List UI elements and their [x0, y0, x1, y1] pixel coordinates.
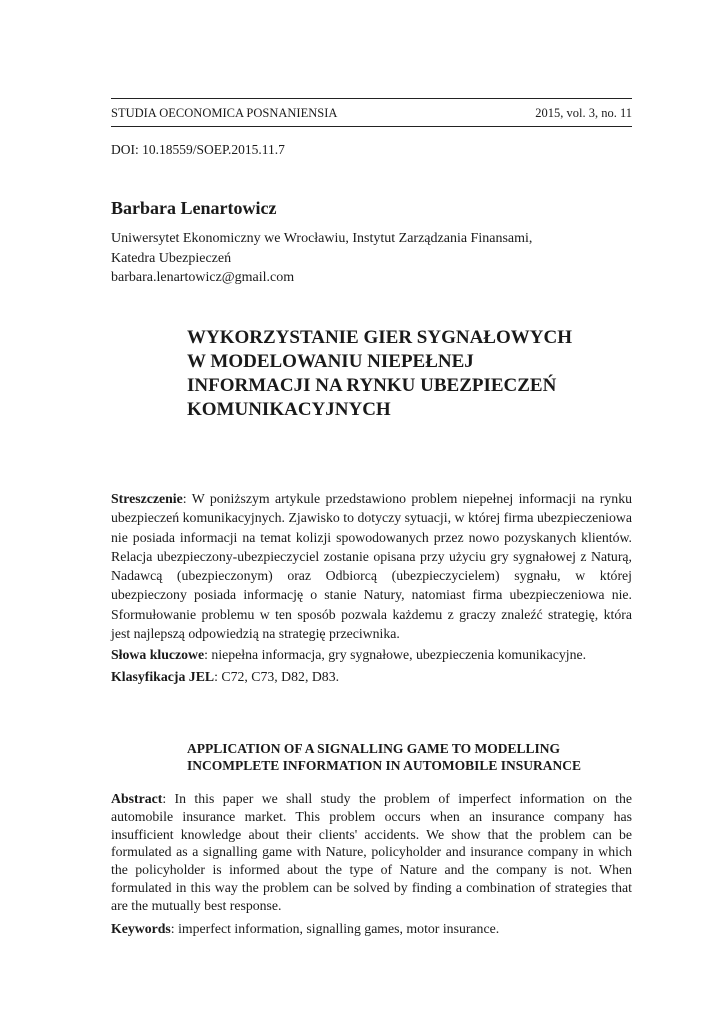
jel-label: Klasyfikacja JEL	[111, 668, 215, 684]
abstract-en-paragraph	[111, 790, 632, 915]
paper-title-en	[187, 740, 637, 774]
title-pl-line-1: WYKORZYSTANIE GIER SYGNAŁOWYCH	[187, 327, 572, 348]
author-email: barbara.lenartowicz@gmail.com	[111, 270, 295, 285]
affiliation-line-1: Uniwersytet Ekonomiczny we Wrocławiu, Instytut Zarządzania Finansami,	[111, 231, 533, 246]
header-bottom-rule	[111, 126, 632, 127]
running-header	[111, 105, 632, 121]
keywords-pl	[111, 645, 632, 664]
title-pl-line-3: INFORMACJI NA RYNKU UBEZPIECZEŃ	[187, 375, 557, 396]
keywords-en	[111, 920, 632, 938]
abstract-pl	[111, 489, 632, 686]
title-en-line-1: APPLICATION OF A SIGNALLING GAME TO MODELLING	[187, 741, 561, 756]
title-pl-line-2: W MODELOWANIU NIEPEŁNEJ	[187, 351, 474, 372]
doi: DOI: 10.18559/SOEP.2015.11.7	[111, 142, 285, 157]
abstract-en-text: : In this paper we shall study the problem of imperfect information on the automobile insurance market. This problem occurs when an insurance company has insufficient knowledge about their clients' accidents. We show that the problem can be formulated as a signalling game with Nature, policyholder and insurance company in which the policyholder is informed about the type of Nature and the company is not. When formulated in this way the problem can be solved by finding a combination of strategies that are the mutually best response.	[111, 791, 632, 913]
author-name: Barbara Lenartowicz	[111, 198, 277, 218]
keywords-en-label: Keywords	[111, 920, 171, 936]
title-en-line-2: INCOMPLETE INFORMATION IN AUTOMOBILE INSURANCE	[187, 758, 582, 773]
header-top-rule	[111, 98, 632, 99]
abstract-pl-paragraph	[111, 489, 632, 643]
keywords-pl-label: Słowa kluczowe	[111, 647, 205, 663]
jel-text: : C72, C73, D82, D83.	[214, 668, 340, 684]
abstract-en-label: Abstract	[111, 791, 163, 806]
abstract-en	[111, 790, 632, 937]
keywords-en-text: : imperfect information, signalling games, motor insurance.	[170, 920, 500, 936]
keywords-pl-text: : niepełna informacja, gry sygnałowe, ubezpieczenia komunikacyjne.	[204, 647, 587, 663]
paper-title-pl	[187, 326, 627, 422]
issue-info: 2015, vol. 3, no. 11	[535, 105, 632, 120]
affiliation-line-2: Katedra Ubezpieczeń	[111, 250, 232, 266]
journal-name: STUDIA OECONOMICA POSNANIENSIA	[111, 105, 338, 120]
author-affiliation	[111, 229, 631, 288]
title-pl-line-4: KOMUNIKACYJNYCH	[187, 399, 391, 420]
abstract-pl-text: : W poniższym artykule przedstawiono problem niepełnej informacji na rynku ubezpieczeń komunikacyjnych. Zjawisko to dotyczy sytuacji, w której firma ubezpieczeniowa nie posiada informacji na temat kolizji spowodowanych przez nowo pozyskanych klientów. Relacja ubezpieczony-ubezpieczyciel zostanie opisana przy użyciu gry sygnałowej z Naturą, Nadawcą (ubezpieczonym) oraz Odbiorcą (ubezpieczycielem) sygnału, w której ubezpieczony posiada informację o stanie Natury, natomiast firma ubezpieczeniowa nie. Sformułowanie problemu w ten sposób pozwala każdemu z graczy znaleźć strategię, która jest najlepszą odpowiedzią na strategię przeciwnika.	[111, 491, 632, 642]
jel-classification	[111, 667, 632, 686]
abstract-pl-label: Streszczenie	[111, 491, 183, 506]
